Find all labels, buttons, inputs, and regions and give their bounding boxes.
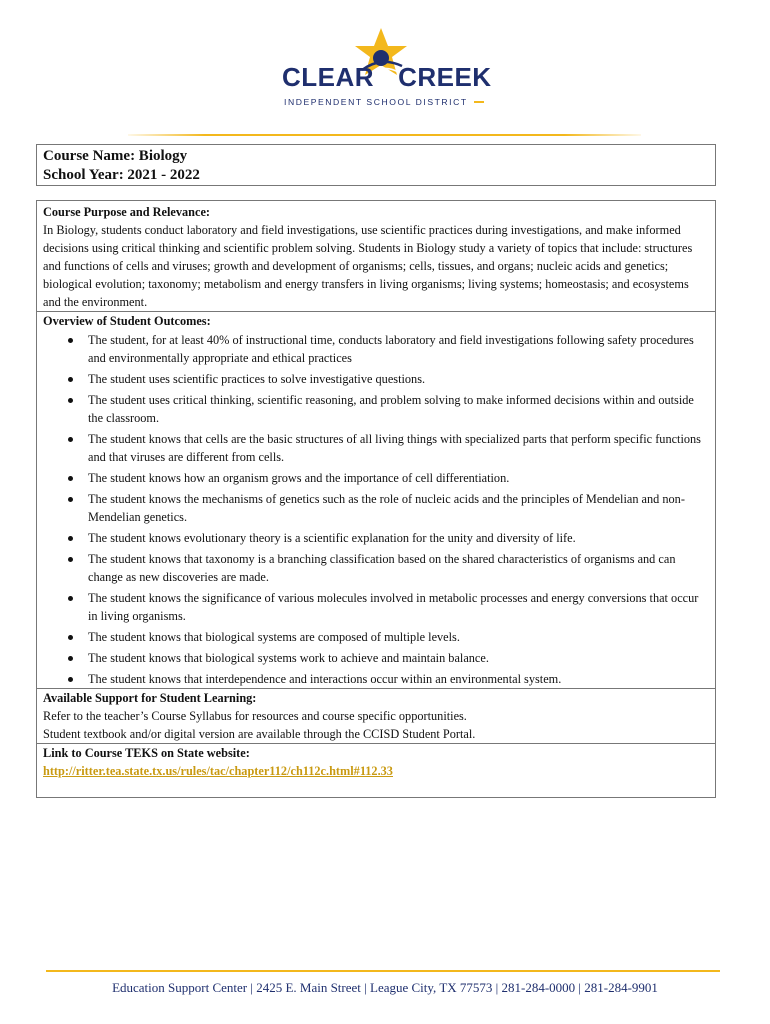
support-line-1: Refer to the teacher’s Course Syllabus for resources and course specific opportunities. xyxy=(43,709,467,723)
logo-word-right: CREEK xyxy=(398,62,492,92)
list-item: The student knows the significance of various molecules involved in metabolic processes and energy conversions that occur in living organisms. xyxy=(88,589,709,625)
outcomes-list xyxy=(43,331,709,688)
footer-divider xyxy=(46,970,720,972)
logo-wordmark xyxy=(282,62,492,93)
course-details-box xyxy=(36,200,716,798)
purpose-heading: Course Purpose and Relevance: xyxy=(43,205,211,219)
list-item: The student knows evolutionary theory is a scientific explanation for the unity and diversity of life. xyxy=(88,529,709,547)
course-header-box xyxy=(36,144,716,186)
footer-contact: Education Support Center | 2425 E. Main Street | League City, TX 77573 | 281-284-0000 | 281-284-9901 xyxy=(112,980,658,995)
header-divider xyxy=(128,134,641,136)
logo-word-left: CLEAR xyxy=(282,62,375,92)
support-heading: Available Support for Student Learning: xyxy=(43,691,257,705)
school-year: School Year: 2021 - 2022 xyxy=(43,167,200,183)
teks-link[interactable]: http://ritter.tea.state.tx.us/rules/tac/chapter112/ch112c.html#112.33 xyxy=(43,764,393,778)
list-item: The student uses scientific practices to solve investigative questions. xyxy=(88,370,709,388)
list-item: The student knows that interdependence and interactions occur within an environmental system. xyxy=(88,670,709,688)
list-item: The student, for at least 40% of instructional time, conducts laboratory and field investigations following safety procedures and environmentally appropriate and ethical practices xyxy=(88,331,709,367)
list-item: The student knows that biological systems are composed of multiple levels. xyxy=(88,628,709,646)
support-line-2: Student textbook and/or digital version are available through the CCISD Student Portal. xyxy=(43,727,476,741)
course-name: Course Name: Biology xyxy=(43,148,188,164)
district-logo xyxy=(280,26,492,112)
logo-district-name: INDEPENDENT SCHOOL DISTRICT xyxy=(284,97,468,107)
purpose-text: In Biology, students conduct laboratory and field investigations, use scientific practices during investigations, and make informed decisions using critical thinking and scientific problem solving. Students in Biology study a variety of topics that include: structures and functions of cells and viruses; growth and development of organisms; cells, tissues, and organs; nucleic acids and genetics; biological evolution; taxonomy; metabolism and energy transfers in living organisms; living systems; homeostasis; and ecosystems and the environment. xyxy=(43,223,693,309)
list-item: The student knows that taxonomy is a branching classification based on the shared characteristics of organisms and can change as new discoveries are made. xyxy=(88,550,709,586)
list-item: The student knows how an organism grows and the importance of cell differentiation. xyxy=(88,469,709,487)
list-item: The student knows that cells are the basic structures of all living things with specialized parts that perform specific functions and that viruses are different from cells. xyxy=(88,430,709,466)
list-item: The student knows that biological systems work to achieve and maintain balance. xyxy=(88,649,709,667)
logo-accent-line xyxy=(474,101,484,103)
list-item: The student uses critical thinking, scientific reasoning, and problem solving to make informed decisions within and outside the classroom. xyxy=(88,391,709,427)
teks-heading: Link to Course TEKS on State website: xyxy=(43,746,250,760)
outcomes-heading: Overview of Student Outcomes: xyxy=(43,314,211,328)
list-item: The student knows the mechanisms of genetics such as the role of nucleic acids and the principles of Mendelian and non-Mendelian genetics. xyxy=(88,490,709,526)
